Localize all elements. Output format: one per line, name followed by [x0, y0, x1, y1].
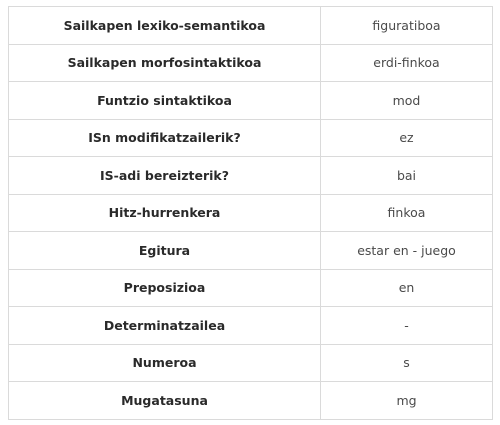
row-value: bai: [321, 157, 493, 195]
row-value: finkoa: [321, 194, 493, 232]
row-value: mod: [321, 82, 493, 120]
table-row: [9, 119, 493, 157]
table-row: [9, 82, 493, 120]
row-value: ez: [321, 119, 493, 157]
row-label: Funtzio sintaktikoa: [9, 82, 321, 120]
row-label: ISn modifikatzailerik?: [9, 119, 321, 157]
row-label: Preposizioa: [9, 269, 321, 307]
table-row: [9, 382, 493, 420]
properties-table: [8, 6, 493, 420]
row-value: -: [321, 307, 493, 345]
row-label: Hitz-hurrenkera: [9, 194, 321, 232]
row-label: Sailkapen morfosintaktikoa: [9, 44, 321, 82]
row-value: en: [321, 269, 493, 307]
table-row: [9, 44, 493, 82]
row-value: mg: [321, 382, 493, 420]
table-row: [9, 269, 493, 307]
table-row: [9, 232, 493, 270]
row-label: Determinatzailea: [9, 307, 321, 345]
row-label: Egitura: [9, 232, 321, 270]
table-row: [9, 344, 493, 382]
row-value: estar en - juego: [321, 232, 493, 270]
table-row: [9, 157, 493, 195]
row-label: Numeroa: [9, 344, 321, 382]
table-row: [9, 194, 493, 232]
table-row: [9, 7, 493, 45]
row-label: Sailkapen lexiko-semantikoa: [9, 7, 321, 45]
row-label: IS-adi bereizterik?: [9, 157, 321, 195]
row-label: Mugatasuna: [9, 382, 321, 420]
row-value: figuratiboa: [321, 7, 493, 45]
properties-table-container: [8, 6, 492, 420]
row-value: erdi-finkoa: [321, 44, 493, 82]
row-value: s: [321, 344, 493, 382]
table-row: [9, 307, 493, 345]
